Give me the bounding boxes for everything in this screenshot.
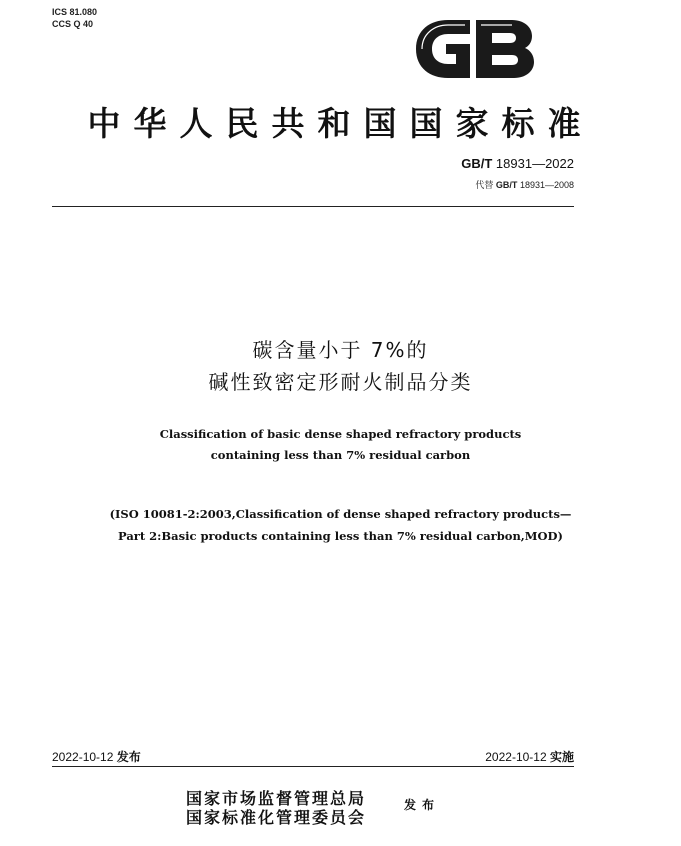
implementation-date <box>380 748 574 765</box>
replaces-number: 18931—2008 <box>519 180 574 190</box>
issuer-line-2: 国家标准化管理委员会 <box>186 808 367 827</box>
issuer-line-1: 国家市场监督管理总局 <box>186 789 367 808</box>
standard-prefix: GB/T <box>461 156 493 171</box>
chinese-title-line-2: 碱性致密定形耐火制品分类 <box>208 370 473 394</box>
classification-codes <box>52 6 97 30</box>
bottom-divider <box>52 766 574 767</box>
iso-reference-line-2: Part 2:Basic products containing less than 7% residual carbon,MOD) <box>118 529 563 543</box>
replaces-standard <box>300 178 574 191</box>
iso-reference-line-1: (ISO 10081-2:2003,Classification of dense shaped refractory products— <box>109 507 572 521</box>
english-title-line-1: Classification of basic dense shaped refractory products <box>159 427 522 441</box>
implementation-date-value: 2022-10-12 <box>485 750 547 764</box>
national-standard-name: 中华人民共和国国家标准 <box>87 104 594 143</box>
standard-number <box>300 156 574 171</box>
gb-logo-icon <box>408 14 540 84</box>
ccs-code: CCS Q 40 <box>52 19 94 29</box>
issue-date-value: 2022-10-12 <box>52 750 114 764</box>
replaces-label: 代替 <box>475 180 494 190</box>
publish-label: 发布 <box>404 798 441 812</box>
standard-number-value: 18931—2022 <box>495 156 574 171</box>
gb-logo <box>408 14 540 84</box>
english-title-line-2: containing less than 7% residual carbon <box>210 448 471 462</box>
issue-date <box>52 748 141 765</box>
top-divider <box>52 206 574 207</box>
issue-date-label: 发布 <box>116 750 141 764</box>
implementation-date-label: 实施 <box>549 750 574 764</box>
chinese-title-line-1: 碳含量小于 7%的 <box>252 338 429 362</box>
replaces-prefix: GB/T <box>495 180 518 190</box>
ics-code: ICS 81.080 <box>52 7 98 17</box>
